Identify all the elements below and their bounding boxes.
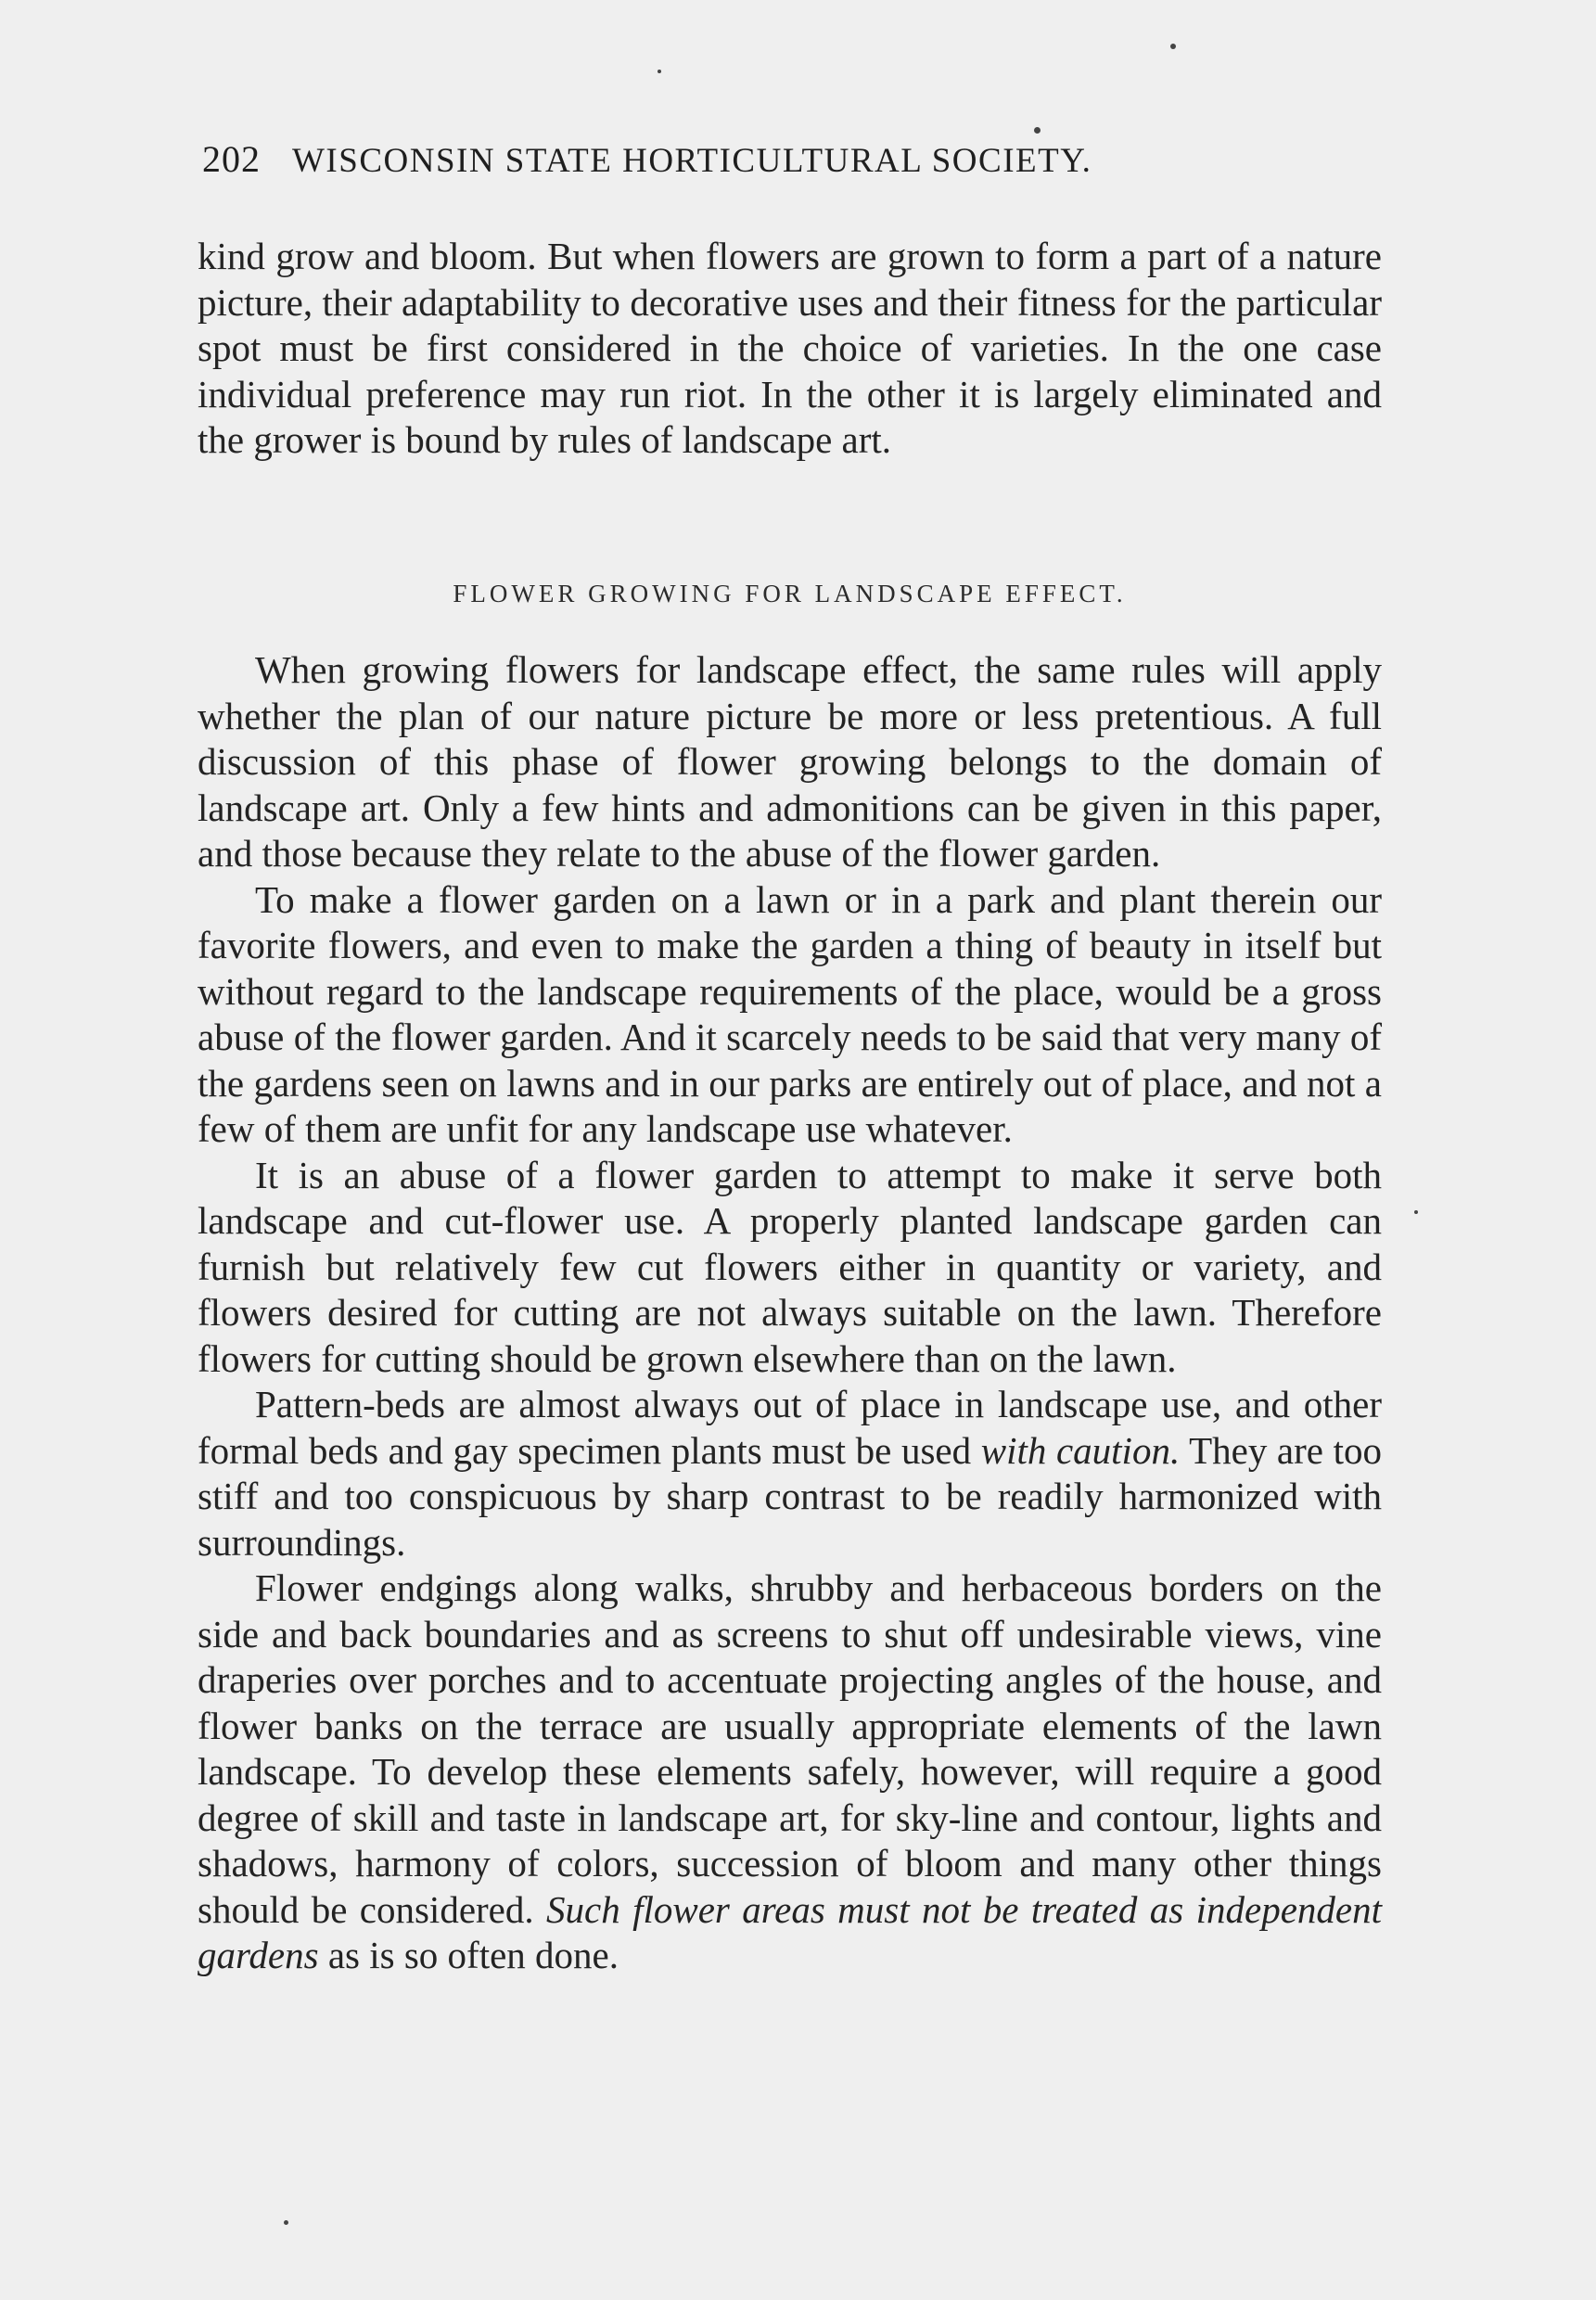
flower-edgings-italic: Such flower areas must not be treated as independent gardens	[198, 1887, 1382, 1976]
paragraph-cut-flower-abuse: It is an abuse of a flower garden to attempt to make it serve both landscape and cut-flower use. A properly planted landscape garden can furnish but relatively few cut flowers either in quantity or variety, and flowers desired for cutting are not always suitable on the lawn. Therefore flowers for cutting should be grown elsewhere than on the lawn.	[198, 1153, 1382, 1380]
pattern-beds-italic: with caution.	[980, 1428, 1181, 1472]
paragraph-continued: kind grow and bloom. But when flowers are grown to form a part of a nature picture, their adaptability to decorative uses and their fitness for the particular spot must be first considered in the choice of varieties. In the one case individual preference may run riot. In the other it is largely eliminated and the grower is bound by rules of landscape art.	[198, 235, 1382, 461]
print-speck	[1414, 1210, 1418, 1214]
print-speck	[1034, 127, 1041, 134]
paragraph-garden-on-lawn: To make a flower garden on a lawn or in a park and plant therein our favorite flowers, and even to make the garden a thing of beauty in itself but without regard to the landscape requirements of the place, would be a gross abuse of the flower garden. And it scarcely needs to be said that very many of the gardens seen on lawns and in our parks are entirely out of place, and not a few of them are unfit for any landscape use whatever.	[198, 877, 1382, 1150]
intro-text-block	[198, 234, 1382, 464]
running-title: WISCONSIN STATE HORTICULTURAL SOCIETY.	[292, 142, 1092, 180]
paragraph-landscape-rules: When growing flowers for landscape effect, the same rules will apply whether the plan of our nature picture be more or less pretentious. A full discussion of this phase of flower growing belongs to the domain of landscape art. Only a few hints and admonitions can be given in this paper, and those because they relate to the abuse of the flower garden.	[198, 648, 1382, 875]
pattern-beds-text-end: They are too stiff and too conspicuous by sharp contrast to be readily harmonized with surroundings.	[198, 1428, 1382, 1564]
flower-edgings-text-end: as is so often done.	[318, 1934, 619, 1976]
paragraph-pattern-beds	[198, 1382, 1382, 1565]
print-speck	[284, 2220, 288, 2225]
paragraph-flower-edgings	[198, 1565, 1382, 1979]
flower-edgings-text: Flower endgings along walks, shrubby and herbaceous borders on the side and back boundaries and as screens to shut off undesirable views, vine draperies over porches and to accentuate projecting angles of the house, and flower banks on the terrace are usually appropriate elements of the lawn landscape. To develop these elements safely, however, will require a good degree of skill and taste in landscape art, for sky-line and contour, lights and shadows, harmony of colors, succession of bloom and many other things should be considered.	[198, 1566, 1382, 1931]
section-heading: FLOWER GROWING FOR LANDSCAPE EFFECT.	[453, 580, 1127, 607]
print-speck	[1170, 44, 1176, 49]
page-number: 202	[202, 138, 261, 180]
section-text-block	[198, 647, 1382, 1979]
running-head	[202, 137, 1227, 193]
pattern-beds-text: Pattern-beds are almost always out of place in landscape use, and other formal beds and gay specimen plants must be used	[198, 1383, 1382, 1472]
print-speck	[658, 70, 661, 73]
